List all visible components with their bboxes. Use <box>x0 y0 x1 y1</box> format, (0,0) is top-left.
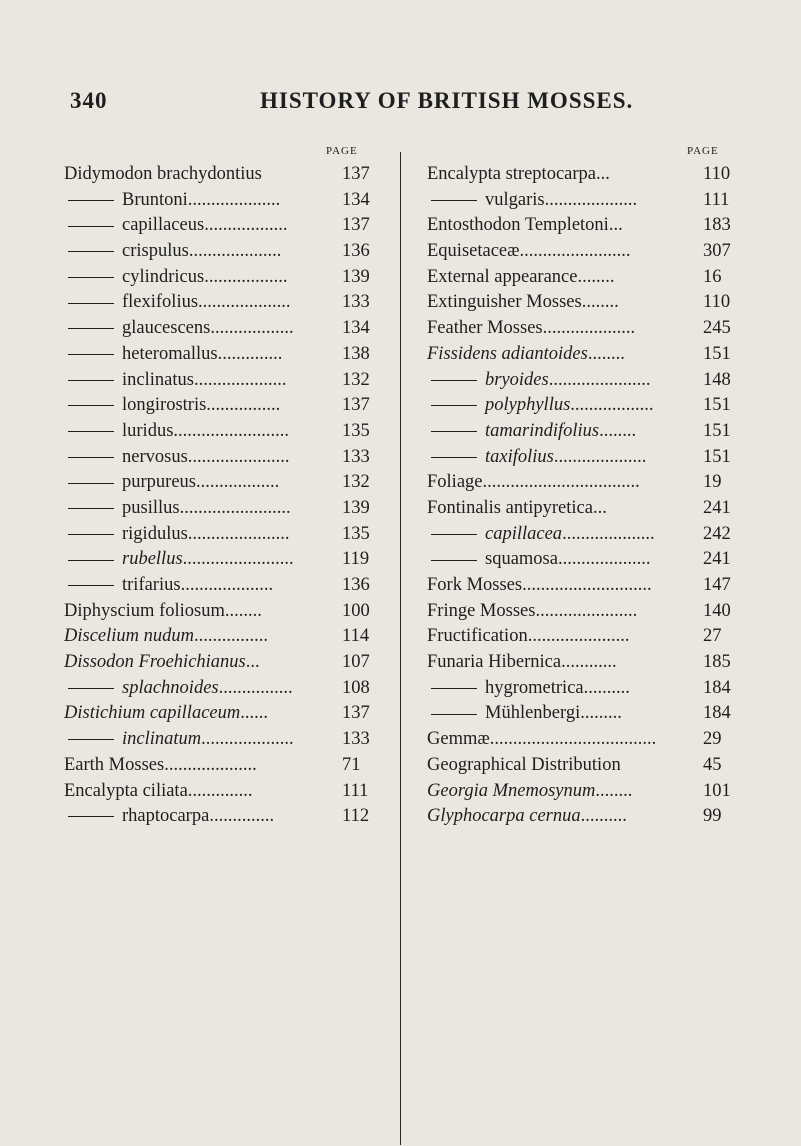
ditto-dash <box>431 380 477 381</box>
entry-page: 45 <box>703 754 722 775</box>
page-column-label: PAGE <box>326 145 358 157</box>
entry-name <box>427 727 656 753</box>
entry-page: 151 <box>703 420 731 441</box>
leader-dots: .................... <box>193 369 287 390</box>
entry-text: Georgia Mnemosynum <box>427 780 596 801</box>
index-entry <box>427 753 743 779</box>
entry-page: 184 <box>703 677 731 698</box>
entry-name <box>64 445 290 471</box>
entry-name <box>64 701 268 727</box>
leader-dots: .................... <box>544 189 638 210</box>
entry-name <box>427 753 621 779</box>
index-entry <box>427 727 743 753</box>
entry-page: 29 <box>703 729 722 750</box>
index-entry <box>427 701 743 727</box>
entry-page: 112 <box>342 806 370 827</box>
entry-text: luridus <box>122 420 174 441</box>
leader-dots: .......... <box>583 677 630 698</box>
entry-text: pusillus <box>122 497 180 518</box>
index-entry <box>64 727 382 753</box>
index-entry <box>64 753 382 779</box>
entry-text: rigidulus <box>122 523 188 544</box>
entry-page: 151 <box>703 446 731 467</box>
entry-page: 110 <box>703 292 731 313</box>
leader-dots: ......... <box>580 703 622 724</box>
index-entry <box>64 188 382 214</box>
leader-dots: ............ <box>561 652 617 673</box>
ditto-dash <box>431 457 477 458</box>
leader-dots: ...................... <box>535 600 638 621</box>
entry-name <box>427 342 625 368</box>
entry-name <box>64 188 280 214</box>
entry-name <box>427 445 646 471</box>
entry-page: 132 <box>342 369 370 390</box>
entry-page: 99 <box>703 806 722 827</box>
leader-dots: ............................ <box>522 575 652 595</box>
index-entry <box>64 445 382 471</box>
entry-name <box>64 753 257 779</box>
index-entry <box>64 290 382 316</box>
entry-name <box>427 470 640 496</box>
index-entry <box>427 188 743 214</box>
entry-name <box>64 676 293 702</box>
entry-name <box>64 342 282 368</box>
entry-page: 245 <box>703 318 731 339</box>
entry-text: Earth Mosses <box>64 754 165 775</box>
ditto-dash <box>68 534 114 535</box>
index-entry <box>427 599 743 625</box>
entry-name <box>427 419 636 445</box>
entry-page: 151 <box>703 343 731 364</box>
entry-name <box>64 573 273 599</box>
index-entry <box>427 779 743 805</box>
entry-text: rhaptocarpa <box>122 806 210 827</box>
entry-page: 136 <box>342 241 370 262</box>
entry-text: tamarindifolius <box>485 420 600 441</box>
entry-name <box>64 779 253 805</box>
entry-name <box>64 470 279 496</box>
ditto-dash <box>431 534 477 535</box>
entry-text: capillacea <box>485 523 563 544</box>
leader-dots: ........ <box>224 600 262 621</box>
ditto-dash <box>431 200 477 201</box>
entry-page: 184 <box>703 703 731 724</box>
entry-page: 111 <box>703 189 730 210</box>
entry-text: bryoides <box>485 369 549 390</box>
index-entry <box>64 265 382 291</box>
leader-dots: .................... <box>553 446 647 467</box>
entry-text: crispulus <box>122 241 189 262</box>
entry-text: Fringe Mosses <box>427 600 536 621</box>
entry-name <box>427 162 610 188</box>
index-entry <box>427 290 743 316</box>
entry-name <box>64 368 286 394</box>
leader-dots: .............. <box>187 780 253 801</box>
entry-name <box>427 573 652 599</box>
entry-page: 19 <box>703 472 722 493</box>
entry-page: 100 <box>342 600 370 621</box>
entry-name <box>427 599 637 625</box>
leader-dots: ...................... <box>187 523 290 544</box>
entry-text: purpureus <box>122 472 196 493</box>
index-entry <box>64 496 382 522</box>
index-entry <box>64 547 382 573</box>
entry-text: longirostris <box>122 395 207 416</box>
index-entry <box>64 239 382 265</box>
index-entry <box>64 368 382 394</box>
entry-text: cylindricus <box>122 266 205 287</box>
ditto-dash <box>68 508 114 509</box>
entry-text: glaucescens <box>122 318 211 339</box>
leader-dots: ................ <box>218 677 293 698</box>
index-entry <box>427 239 743 265</box>
entry-page: 133 <box>342 729 370 750</box>
entry-name <box>64 804 274 830</box>
leader-dots: ...................... <box>548 369 651 390</box>
entry-name <box>64 213 287 239</box>
entry-page: 110 <box>703 164 731 184</box>
entry-text: Encalypta ciliata <box>64 780 188 801</box>
entry-name <box>64 624 268 650</box>
ditto-dash <box>68 739 114 740</box>
entry-text: Equisetaceæ <box>427 241 520 262</box>
index-entry <box>427 368 743 394</box>
entry-text: Fissidens adiantoides <box>427 343 588 364</box>
leader-dots: ................ <box>194 626 268 647</box>
leader-dots: .................... <box>562 523 655 544</box>
leader-dots: .................... <box>164 754 257 775</box>
index-entry <box>427 804 743 830</box>
leader-dots: ........ <box>587 343 625 364</box>
entry-text: Encalypta streptocarpa <box>427 164 596 184</box>
entry-name <box>427 213 623 239</box>
entry-text: Fork Mosses <box>427 575 523 595</box>
index-entry <box>64 804 382 830</box>
ditto-dash <box>431 405 477 406</box>
entry-page: 137 <box>342 395 370 416</box>
index-entry <box>427 547 743 573</box>
leader-dots: .............. <box>209 806 275 827</box>
entry-page: 101 <box>703 780 731 801</box>
entry-page: 137 <box>342 703 370 724</box>
ditto-dash <box>68 457 114 458</box>
leader-dots: ......................... <box>173 420 290 441</box>
entry-text: squamosa <box>485 549 558 570</box>
entry-text: inclinatum <box>122 729 202 750</box>
index-entry <box>427 445 743 471</box>
leader-dots: ........ <box>599 420 637 441</box>
leader-dots: ........................ <box>182 549 294 570</box>
leader-dots: ...................... <box>527 626 630 647</box>
entry-page: 134 <box>342 189 370 210</box>
entry-name <box>427 701 622 727</box>
entry-name <box>427 239 630 265</box>
entry-name <box>427 650 617 676</box>
index-entries <box>64 162 382 830</box>
leader-dots: .................... <box>201 729 294 750</box>
entry-name <box>64 316 294 342</box>
index-entry <box>64 624 382 650</box>
leader-dots: ........ <box>577 266 615 287</box>
ditto-dash <box>431 431 477 432</box>
column-divider <box>400 152 401 1145</box>
entry-text: rubellus <box>122 549 183 570</box>
entry-text: capillaceus <box>122 215 205 236</box>
entry-page: 71 <box>342 754 361 775</box>
entry-text: Extinguisher Mosses <box>427 292 582 313</box>
index-entry <box>427 213 743 239</box>
index-entry <box>64 213 382 239</box>
page-number: 340 <box>70 88 108 113</box>
entry-page: 135 <box>342 420 370 441</box>
entry-page: 132 <box>342 472 370 493</box>
entry-text: polyphyllus <box>485 395 571 416</box>
ditto-dash <box>68 277 114 278</box>
index-entry <box>427 342 743 368</box>
entry-text: inclinatus <box>122 369 194 390</box>
entry-text: External appearance <box>427 266 578 287</box>
entry-page: 139 <box>342 266 370 287</box>
leader-dots: .................................. <box>482 472 640 493</box>
index-entry <box>64 599 382 625</box>
entry-page: 138 <box>342 343 370 364</box>
ditto-dash <box>68 431 114 432</box>
entry-text: Bruntoni <box>122 189 188 210</box>
ditto-dash <box>68 405 114 406</box>
entry-page: 119 <box>342 549 370 570</box>
ditto-dash <box>68 226 114 227</box>
entry-text: Discelium nudum <box>64 626 194 647</box>
entry-text: Geographical Distribution <box>427 754 621 775</box>
entry-page: 242 <box>703 523 731 544</box>
entry-text: Distichium capillaceum <box>64 703 241 724</box>
entry-page: 107 <box>342 652 370 673</box>
leader-dots: .................. <box>195 472 280 493</box>
index-entry <box>427 676 743 702</box>
leader-dots: .................. <box>204 266 288 287</box>
index-entry <box>427 316 743 342</box>
leader-dots: ........ <box>581 292 619 313</box>
index-entry <box>427 393 743 419</box>
entry-text: taxifolius <box>485 446 554 467</box>
entry-text: Diphyscium foliosum <box>64 600 225 621</box>
entry-page: 307 <box>703 241 731 262</box>
entry-text: hygrometrica <box>485 677 584 698</box>
index-entry <box>64 701 382 727</box>
ditto-dash <box>431 688 477 689</box>
entry-text: Entosthodon Templetoni <box>427 215 609 236</box>
ditto-dash <box>68 328 114 329</box>
entry-text: Gemmæ <box>427 729 490 750</box>
leader-dots: ................ <box>206 395 281 416</box>
entry-text: Glyphocarpa cernua <box>427 806 581 827</box>
ditto-dash <box>68 200 114 201</box>
index-entry <box>64 419 382 445</box>
entry-text: nervosus <box>122 446 188 467</box>
leader-dots: ...... <box>240 703 268 724</box>
index-entry <box>64 573 382 599</box>
index-entry <box>427 470 743 496</box>
leader-dots: ........ <box>595 780 633 801</box>
leader-dots: .................................... <box>489 729 657 750</box>
entry-text: Funaria Hibernica <box>427 652 562 673</box>
entry-page: 241 <box>703 549 731 570</box>
entry-name <box>64 547 294 573</box>
entry-name <box>427 188 637 214</box>
entry-text: trifarius <box>122 575 181 595</box>
entry-page: 137 <box>342 164 370 184</box>
index-entry <box>64 650 382 676</box>
index-entry <box>427 496 743 522</box>
entry-name <box>427 804 627 830</box>
ditto-dash <box>68 585 114 586</box>
index-entry <box>64 779 382 805</box>
leader-dots: .................. <box>204 215 288 236</box>
leader-dots: .................... <box>188 241 282 262</box>
entry-page: 148 <box>703 369 731 390</box>
ditto-dash <box>431 560 477 561</box>
entry-text: Foliage <box>427 472 483 493</box>
page-column-label: PAGE <box>687 145 719 157</box>
leader-dots: ...................... <box>187 446 290 467</box>
entry-text: vulgaris <box>485 189 545 210</box>
entry-page: 133 <box>342 446 370 467</box>
entry-name <box>64 265 287 291</box>
leader-dots: ........................ <box>519 241 631 262</box>
entry-name <box>427 624 629 650</box>
leader-dots: .......... <box>580 806 627 827</box>
leader-dots: ... <box>592 497 607 518</box>
entry-page: 27 <box>703 626 722 647</box>
index-entries <box>427 162 743 830</box>
entry-name <box>427 676 630 702</box>
entry-text: Fructification <box>427 626 528 647</box>
entry-name <box>427 265 614 291</box>
entry-name <box>64 162 262 188</box>
entry-page: 114 <box>342 626 370 647</box>
index-entry <box>64 316 382 342</box>
entry-name <box>64 290 291 316</box>
entry-text: Didymodon brachydontius <box>64 164 262 184</box>
leader-dots: ... <box>608 215 623 236</box>
entry-name <box>64 650 260 676</box>
entry-name <box>427 547 650 573</box>
index-entry <box>427 650 743 676</box>
leader-dots: ........................ <box>179 497 291 518</box>
entry-name <box>427 290 619 316</box>
entry-text: flexifolius <box>122 292 199 313</box>
index-entry <box>427 573 743 599</box>
leader-dots: .................. <box>570 395 654 416</box>
running-title: HISTORY OF BRITISH MOSSES. <box>260 88 634 113</box>
entry-name <box>427 368 650 394</box>
entry-text: Dissodon Froehichianus <box>64 652 246 673</box>
index-entry <box>64 342 382 368</box>
index-entry <box>427 162 743 188</box>
entry-name <box>427 522 655 548</box>
leader-dots: .................. <box>210 318 294 339</box>
index-entry <box>64 393 382 419</box>
leader-dots: ... <box>245 652 260 673</box>
index-entry <box>427 265 743 291</box>
leader-dots: .................... <box>180 575 274 595</box>
leader-dots: .................... <box>542 318 636 339</box>
entry-text: Feather Mosses <box>427 318 543 339</box>
entry-text: heteromallus <box>122 343 218 364</box>
entry-page: 147 <box>703 575 731 595</box>
entry-name <box>427 496 607 522</box>
entry-text: splachnoides <box>122 677 219 698</box>
leader-dots: .................... <box>187 189 281 210</box>
entry-page: 185 <box>703 652 731 673</box>
entry-page: 151 <box>703 395 731 416</box>
ditto-dash <box>68 560 114 561</box>
entry-name <box>427 393 654 419</box>
entry-page: 111 <box>342 780 369 801</box>
entry-name <box>64 419 289 445</box>
ditto-dash <box>68 483 114 484</box>
entry-name <box>64 239 281 265</box>
index-entry <box>64 470 382 496</box>
entry-name <box>64 727 294 753</box>
leader-dots: .............. <box>217 343 283 364</box>
entry-name <box>64 599 262 625</box>
entry-page: 134 <box>342 318 370 339</box>
entry-page: 16 <box>703 266 722 287</box>
entry-page: 108 <box>342 677 370 698</box>
ditto-dash <box>68 816 114 817</box>
entry-page: 140 <box>703 600 731 621</box>
leader-dots: .................... <box>198 292 291 313</box>
entry-name <box>427 316 635 342</box>
entry-page: 183 <box>703 215 731 236</box>
entry-text: Fontinalis antipyretica <box>427 497 593 518</box>
ditto-dash <box>68 251 114 252</box>
ditto-dash <box>431 714 477 715</box>
entry-name <box>64 522 290 548</box>
index-entry <box>64 676 382 702</box>
leader-dots: .................... <box>557 549 651 570</box>
entry-page: 136 <box>342 575 370 595</box>
index-entry <box>64 162 382 188</box>
ditto-dash <box>68 303 114 304</box>
ditto-dash <box>68 688 114 689</box>
index-entry <box>427 419 743 445</box>
ditto-dash <box>68 380 114 381</box>
entry-text: Mühlenbergi <box>485 703 581 724</box>
index-entry <box>427 522 743 548</box>
entry-page: 135 <box>342 523 370 544</box>
leader-dots: ... <box>595 164 610 184</box>
entry-page: 139 <box>342 497 370 518</box>
entry-name <box>64 393 280 419</box>
ditto-dash <box>68 354 114 355</box>
entry-name <box>427 779 632 805</box>
entry-page: 137 <box>342 215 370 236</box>
entry-name <box>64 496 291 522</box>
index-entry <box>427 624 743 650</box>
entry-page: 241 <box>703 497 731 518</box>
entry-page: 133 <box>342 292 370 313</box>
index-entry <box>64 522 382 548</box>
